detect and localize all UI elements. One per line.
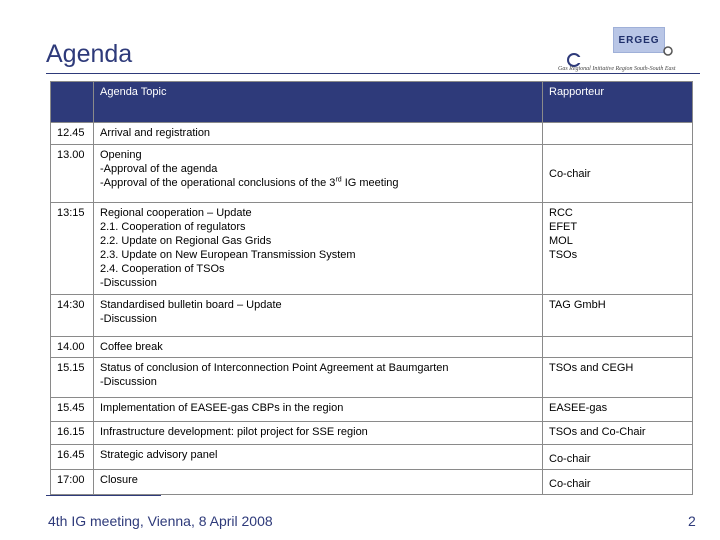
topic-line: Regional cooperation – Update <box>100 207 252 219</box>
table-row <box>51 470 693 495</box>
table-row <box>51 445 693 470</box>
topic-cell <box>94 203 543 295</box>
ergeg-logo-text: ERGEG <box>618 34 660 46</box>
table-row <box>51 295 693 337</box>
rapporteur-line: Co-chair <box>549 453 591 465</box>
regulator-logo-icon <box>663 46 673 56</box>
rapporteur-line: EFET <box>549 221 578 233</box>
topic-cell <box>94 358 543 398</box>
table-row <box>51 358 693 398</box>
table-row <box>51 145 693 203</box>
topic-column-header: Agenda Topic <box>94 82 543 123</box>
topic-line: Coffee break <box>100 341 163 353</box>
rapporteur-line: MOL <box>549 235 573 247</box>
time-cell: 14:30 <box>51 295 94 337</box>
topic-line: 2.2. Update on Regional Gas Grids <box>100 235 272 247</box>
rapporteur-line: TAG GmbH <box>549 299 606 311</box>
footer-text: 4th IG meeting, Vienna, 8 April 2008 <box>48 513 273 529</box>
topic-cell <box>94 398 543 422</box>
time-cell: 14.00 <box>51 337 94 358</box>
topic-line: -Discussion <box>100 313 157 325</box>
topic-line: Standardised bulletin board – Update <box>100 299 282 311</box>
rapporteur-cell <box>543 398 693 422</box>
table-row <box>51 123 693 145</box>
topic-line <box>100 176 536 190</box>
topic-line-text: -Approval of the operational conclusions of the 3 <box>100 177 336 189</box>
time-cell: 16.15 <box>51 422 94 445</box>
time-cell: 17:00 <box>51 470 94 495</box>
topic-cell <box>94 422 543 445</box>
rapporteur-cell <box>543 123 693 145</box>
table-row <box>51 203 693 295</box>
cegh-logo-icon <box>567 53 581 67</box>
time-column-header <box>51 82 94 123</box>
topic-line: Closure <box>100 474 138 486</box>
topic-line: Infrastructure development: pilot project for SSE region <box>100 426 368 438</box>
logo-group <box>555 22 705 77</box>
topic-line: 2.4. Cooperation of TSOs <box>100 263 225 275</box>
time-cell: 15.45 <box>51 398 94 422</box>
agenda-table <box>50 81 693 495</box>
topic-cell <box>94 470 543 495</box>
rapporteur-cell <box>543 445 693 470</box>
topic-line: -Discussion <box>100 277 157 289</box>
topic-line: Strategic advisory panel <box>100 449 218 461</box>
rapporteur-line: Co-chair <box>549 167 591 180</box>
time-cell: 12.45 <box>51 123 94 145</box>
rapporteur-cell <box>543 337 693 358</box>
logo-caption: Gas Regional Initiative Region South-South East <box>558 66 676 72</box>
topic-line: 2.1. Cooperation of regulators <box>100 221 246 233</box>
table-header-row <box>51 82 693 123</box>
rapporteur-cell <box>543 145 693 203</box>
topic-cell <box>94 445 543 470</box>
time-cell: 16.45 <box>51 445 94 470</box>
topic-line: 2.3. Update on New European Transmission System <box>100 249 356 261</box>
topic-line: -Discussion <box>100 376 157 388</box>
page-number: 2 <box>688 513 696 529</box>
table-row <box>51 422 693 445</box>
topic-cell <box>94 295 543 337</box>
rapporteur-cell <box>543 422 693 445</box>
topic-line: -Approval of the agenda <box>100 163 218 175</box>
rapporteur-line: TSOs and CEGH <box>549 362 634 374</box>
rapporteur-line: TSOs and Co-Chair <box>549 426 646 438</box>
footer-divider <box>46 495 161 496</box>
rapporteur-line: TSOs <box>549 249 578 261</box>
topic-line: Status of conclusion of Interconnection Point Agreement at Baumgarten <box>100 362 449 374</box>
rapporteur-cell <box>543 358 693 398</box>
topic-line: Implementation of EASEE-gas CBPs in the region <box>100 402 344 414</box>
time-cell: 13.00 <box>51 145 94 203</box>
topic-cell <box>94 123 543 145</box>
topic-cell <box>94 145 543 203</box>
time-cell: 15.15 <box>51 358 94 398</box>
ergeg-logo <box>613 27 665 53</box>
table-row <box>51 398 693 422</box>
rapporteur-line: Co-chair <box>549 478 591 490</box>
rapporteur-cell <box>543 295 693 337</box>
topic-cell <box>94 337 543 358</box>
ordinal-suffix: rd <box>335 176 342 184</box>
rapporteur-cell <box>543 470 693 495</box>
page-title: Agenda <box>46 40 133 68</box>
time-cell: 13:15 <box>51 203 94 295</box>
rapporteur-line: RCC <box>549 207 573 219</box>
topic-line-text: IG meeting <box>341 177 399 189</box>
table-row <box>51 337 693 358</box>
rapporteur-column-header: Rapporteur <box>543 82 693 123</box>
rapporteur-line: EASEE-gas <box>549 402 608 414</box>
rapporteur-cell <box>543 203 693 295</box>
topic-line: Opening <box>100 149 142 161</box>
topic-line: Arrival and registration <box>100 127 211 139</box>
